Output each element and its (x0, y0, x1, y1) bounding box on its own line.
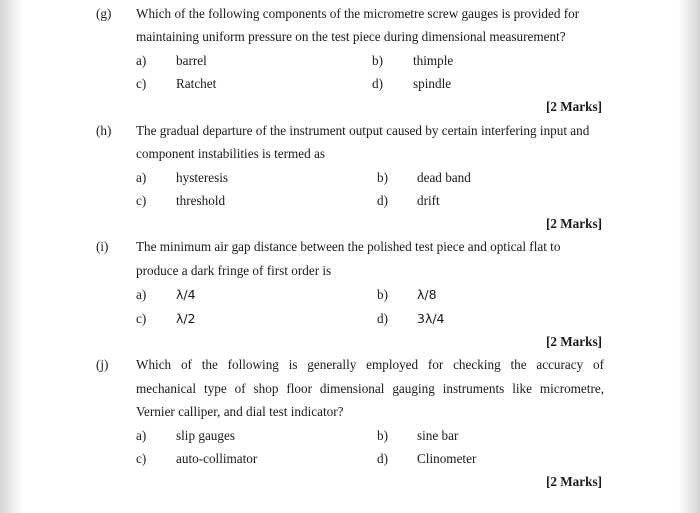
option-label: d) (377, 311, 388, 326)
option-text: λ/8 (417, 287, 437, 302)
option-text: threshold (176, 193, 226, 208)
question-text-line: component instabilities is termed as (136, 146, 325, 161)
option-label: a) (136, 428, 147, 443)
option-label: d) (372, 76, 383, 91)
marks-label: [2 Marks] (545, 99, 602, 114)
option-text: spindle (413, 76, 452, 91)
option-label: c) (136, 76, 147, 91)
question-number: (i) (96, 239, 109, 254)
question-text-line: maintaining uniform pressure on the test piece during dimensional measurement? (136, 29, 566, 44)
question-text-line: mechanical type of shop floor dimensional gauging instruments like micrometre, (136, 381, 604, 396)
question-text-line: Which of the following components of the micrometre screw gauges is provided for (136, 6, 580, 21)
right-page-shadow (678, 0, 700, 513)
option-text: barrel (176, 53, 207, 68)
option-label: c) (136, 451, 147, 466)
option-text: slip gauges (176, 428, 235, 443)
option-text: λ/4 (176, 287, 196, 302)
question-text-line: The minimum air gap distance between the polished test piece and optical flat to (136, 239, 561, 254)
option-label: b) (377, 287, 388, 302)
option-text: sine bar (417, 428, 459, 443)
marks-label: [2 Marks] (545, 474, 602, 489)
option-text: thimple (413, 53, 454, 68)
question-number: (g) (96, 6, 112, 21)
option-text: drift (417, 193, 440, 208)
option-label: b) (372, 53, 383, 68)
option-label: a) (136, 170, 147, 185)
option-label: d) (377, 451, 388, 466)
option-text: auto-collimator (176, 451, 258, 466)
option-label: a) (136, 287, 147, 302)
question-number: (j) (96, 357, 109, 372)
option-text: λ/2 (176, 311, 196, 326)
question-text-line: Which of the following is generally employed for checking the accuracy of (136, 357, 604, 372)
option-label: b) (377, 170, 388, 185)
left-page-shadow (0, 0, 22, 513)
option-text: hysteresis (176, 170, 229, 185)
option-text: 3λ/4 (417, 311, 445, 326)
option-label: c) (136, 311, 147, 326)
option-text: Ratchet (176, 76, 217, 91)
question-text-line: produce a dark fringe of first order is (136, 263, 332, 278)
marks-label: [2 Marks] (545, 216, 602, 231)
question-text-line: The gradual departure of the instrument output caused by certain interfering input and (136, 123, 590, 138)
marks-label: [2 Marks] (545, 334, 602, 349)
option-label: d) (377, 193, 388, 208)
question-number: (h) (96, 123, 112, 138)
option-text: Clinometer (417, 451, 477, 466)
option-label: c) (136, 193, 147, 208)
question-text-line: Vernier calliper, and dial test indicator? (136, 404, 344, 419)
option-text: dead band (417, 170, 471, 185)
option-label: b) (377, 428, 388, 443)
option-label: a) (136, 53, 147, 68)
